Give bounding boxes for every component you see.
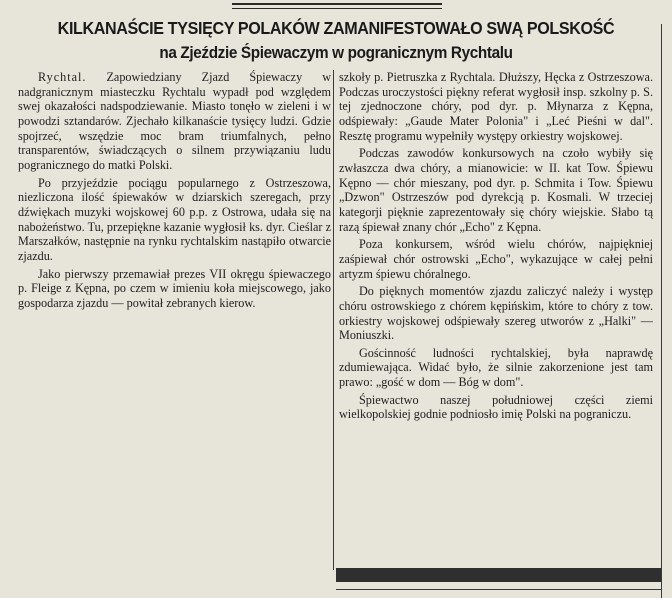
bottom-rule (336, 589, 661, 590)
left-paragraph-3: Jako pierwszy przemawiał prezes VII okręgu śpiewaczego p. Fleige z Kępna, po czem w imieniu koła miejscowego, jako gospodarza zjazdu — powitał zebranych kierow. (18, 266, 331, 310)
left-column (18, 70, 331, 311)
right-paragraph-3: Poza konkursem, wśród wielu chórów, najpiękniej zaśpiewał chór ostrowski „Echo", wykazujące w całej pełni artyzm śpiewu chóralnego. (339, 237, 653, 281)
right-paragraph-2: Podczas zawodów konkursowych na czoło wybiły się zwłaszcza dwa chóry, a mianowicie: w II. kat Tow. Śpiewu Kępno — chór mieszany, pod dyr. p. Schmita i Tow. Śpiewu „Dzwon" Ostrzeszów pod dyrekcją p. Kosmali. W trzeciej kategorji pięknie zaprezentowały się chóry wiejskie. Słabo tą razą śpiewał znany chór „Echo" z Kępna. (339, 146, 653, 234)
right-column (339, 70, 653, 422)
article-subheadline: na Zjeździe Śpiewaczym w pogranicznym Rychtalu (159, 43, 513, 62)
left-paragraph-1-text: Zapowiedziany Zjazd Śpiewaczy w nadgranicznym miasteczku Rychtalu wypadł pod względem swej okazałości nadspodziewanie. Miasto tonęło w zieleni i w powodzi sztandarów. Zjechało kilkanaście tysięcy ludzi. Gdzie spojrzeć, wszędzie moc bram triumfalnych, pełno transparentów, świadczących o silnem przywiązaniu ludu pogranicznego do matki Polski. (18, 70, 331, 172)
right-paragraph-1: szkoły p. Pietruszka z Rychtala. Dłuższy, Hęcka z Ostrzeszowa. Podczas uroczystości piękny referat wygłosił insp. szkolny p. S. tej zjednoczone chóry, pod dyr. p. Młynarza z Kępna, odśpiewały: „Gaude Mater Polonia" i „Leć Pieśni w dal". Resztę programu wypełniły występy orkiestry wojskowej. (339, 70, 653, 143)
bottom-decorative-bar (336, 568, 661, 582)
right-paragraph-6: Śpiewactwo naszej południowej części ziemi wielkopolskiej godnie podniosło imię Polski na pograniczu. (339, 392, 653, 422)
right-paragraph-4: Do pięknych momentów zjazdu zaliczyć należy i występ chóru ostrowskiego z chórem kępińskim, które to chóry z tow. orkiestry wojskowej odśpiewały szereg utworów z „Halki" — Moniuszki. (339, 284, 653, 343)
dateline: Rychtal. (38, 70, 87, 84)
left-paragraph-1 (18, 70, 331, 173)
top-decorative-rule (232, 3, 442, 5)
column-divider (333, 70, 334, 570)
right-paragraph-5: Gościnność ludności rychtalskiej, była naprawdę zdumiewająca. Widać było, że silnie zakorzenione jest tam prawo: „gość w dom — Bóg w dom". (339, 345, 653, 390)
left-paragraph-2: Po przyjeździe pociągu popularnego z Ostrzeszowa, niezliczona ilość śpiewaków w dziarskich szeregach, przy dźwiękach muzyki wojskowej 60 p.p. z Ostrowa, udała się na nabożeństwo. Tu, przepiękne kazanie wygłosił ks. dyr. Cieślar z Marszałków, następnie na rynku rychtalskim nastąpiło otwarcie zjazdu. (18, 175, 331, 263)
article-headline: KILKANAŚCIE TYSIĘCY POLAKÓW ZAMANIFESTOWAŁO SWĄ POLSKOŚĆ (57, 18, 615, 38)
right-border-rule (661, 24, 662, 598)
